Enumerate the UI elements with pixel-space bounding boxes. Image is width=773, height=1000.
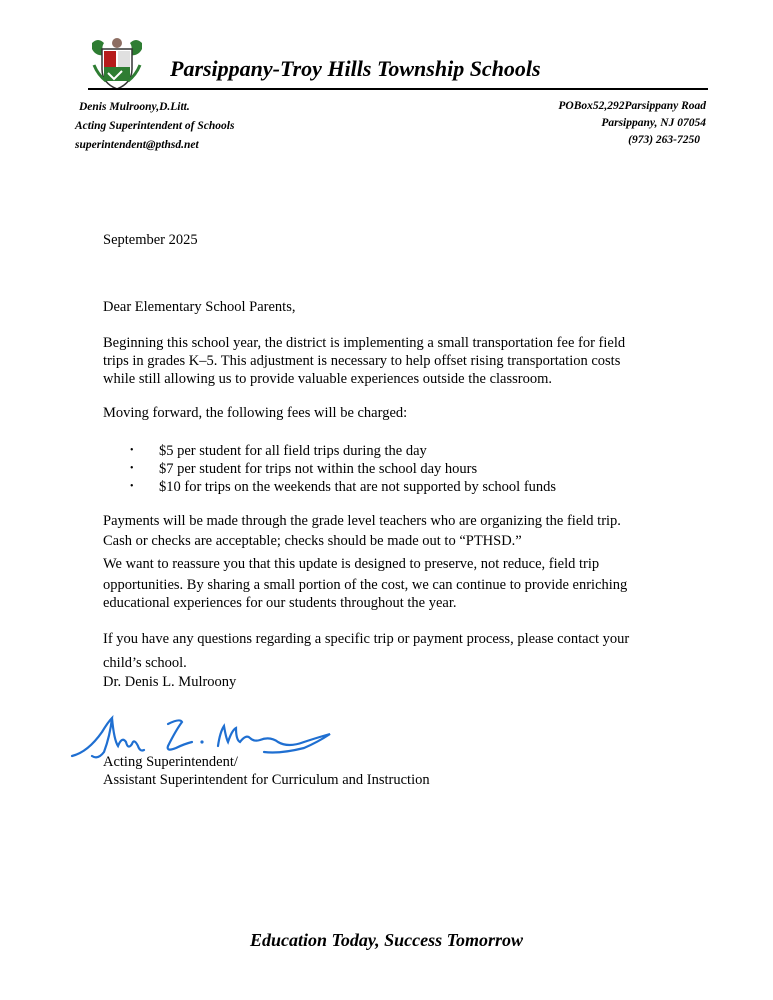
reassure-line: We want to reassure you that this update is designed to preserve, not reduce, field trip <box>103 556 600 572</box>
sender-name: Denis Mulroony,D.Litt. <box>79 101 190 113</box>
fee-item: $7 per student for trips not within the school day hours <box>159 461 478 477</box>
reassure-paragraph <box>103 555 663 612</box>
payment-line: Cash or checks are acceptable; checks should be made out to “PTHSD.” <box>103 533 522 549</box>
sender-block <box>75 98 234 155</box>
address-line2: Parsippany, NJ 07054 <box>601 117 706 129</box>
list-item <box>130 460 556 478</box>
fee-list <box>130 442 556 496</box>
district-crest-logo <box>88 35 146 91</box>
payment-line: Payments will be made through the grade level teachers who are organizing the field trip. <box>103 513 621 529</box>
signer-title-block <box>103 753 663 789</box>
payment-paragraph <box>103 511 663 551</box>
list-item <box>130 442 556 460</box>
reassure-line: opportunities. By sharing a small portion of the cost, we can continue to provide enriching <box>103 577 628 593</box>
questions-line: child’s school. <box>103 655 187 671</box>
fees-intro: Moving forward, the following fees will be charged: <box>103 405 408 421</box>
bullet-icon: • <box>130 463 134 474</box>
salutation: Dear Elementary School Parents, <box>103 299 296 315</box>
letter-date: September 2025 <box>103 232 198 248</box>
bullet-icon: • <box>130 481 134 492</box>
questions-paragraph <box>103 627 663 675</box>
signer-name: Dr. Denis L. Mulroony <box>103 674 237 690</box>
reassure-line: educational experiences for our students throughout the year. <box>103 595 457 611</box>
district-name: Parsippany-Troy Hills Township Schools <box>170 56 541 81</box>
address-line1: POBox52,292Parsippany Road <box>558 100 706 112</box>
address-block <box>558 98 706 149</box>
fee-item: $5 per student for all field trips during the day <box>159 443 427 459</box>
intro-paragraph <box>103 334 663 388</box>
intro-line: Beginning this school year, the district is implementing a small transportation fee for field <box>103 335 626 351</box>
list-item <box>130 478 556 496</box>
fee-item: $10 for trips on the weekends that are not supported by school funds <box>159 479 557 495</box>
footer-motto: Education Today, Success Tomorrow <box>249 930 524 950</box>
sender-email: superintendent@pthsd.net <box>75 139 199 151</box>
sender-title: Acting Superintendent of Schools <box>75 120 235 132</box>
phone-number: (973) 263-7250 <box>628 134 700 146</box>
intro-line: while still allowing us to provide valuable experiences outside the classroom. <box>103 371 552 387</box>
questions-line: If you have any questions regarding a specific trip or payment process, please contact your <box>103 631 630 647</box>
bullet-icon: • <box>130 445 134 456</box>
signer-title-line: Assistant Superintendent for Curriculum and Instruction <box>103 772 430 788</box>
signer-title-line: Acting Superintendent/ <box>103 754 238 770</box>
header-divider <box>88 88 708 90</box>
intro-line: trips in grades K–5. This adjustment is necessary to help offset rising transportation costs <box>103 353 621 369</box>
